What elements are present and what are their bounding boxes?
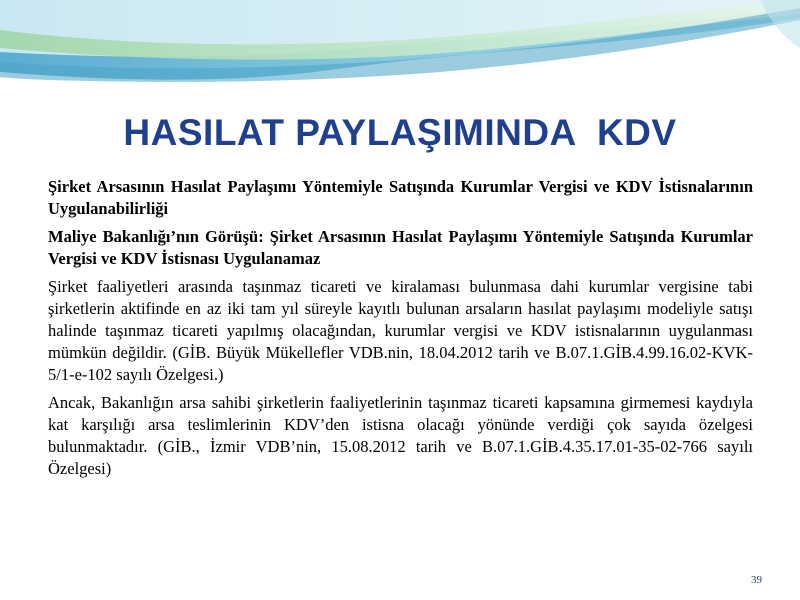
paragraph-heading-2: Maliye Bakanlığı’nın Görüşü: Şirket Arsasının Hasılat Paylaşımı Yöntemiyle Satışında Kurumlar Vergisi ve KDV İstisnası Uygulanamaz (48, 227, 753, 268)
slide-title: HASILAT PAYLAŞIMINDA KDV (123, 112, 677, 153)
slide-body (48, 176, 753, 486)
paragraph-body-2: Ancak, Bakanlığın arsa sahibi şirketlerin faaliyetlerinin taşınmaz ticareti kapsamına girmemesi kaydıyla kat karşılığı arsa teslimlerinin KDV’den istisna olacağı yönünde verdiği çok sayıda özelgesi bulunmaktadır. (GİB., İzmir VDB’nin, 15.08.2012 tarih ve B.07.1.GİB.4.35.17.01-35-02-766 sayılı Özelgesi) (48, 393, 753, 478)
header-wave-decoration (0, 0, 800, 110)
page-number: 39 (751, 574, 762, 586)
paragraph-body-1: Şirket faaliyetleri arasında taşınmaz ticareti ve kiralaması bulunmasa dahi kurumlar vergisine tabi şirketlerin aktifinde en az iki tam yıl süreyle kayıtlı bulunan arsaların hasılat paylaşımı modeliyle satışı halinde taşınmaz ticareti yapılmış olacağından, kurumlar vergisi ve KDV istisnalarının uygulanması mümkün değildir. (GİB. Büyük Mükellefler VDB.nin, 18.04.2012 tarih ve B.07.1.GİB.4.99.16.02-KVK-5/1-e-102 sayılı Özelgesi.) (48, 277, 753, 384)
paragraph-heading-1: Şirket Arsasının Hasılat Paylaşımı Yöntemiyle Satışında Kurumlar Vergisi ve KDV İstisnalarının Uygulanabilirliği (48, 177, 753, 218)
